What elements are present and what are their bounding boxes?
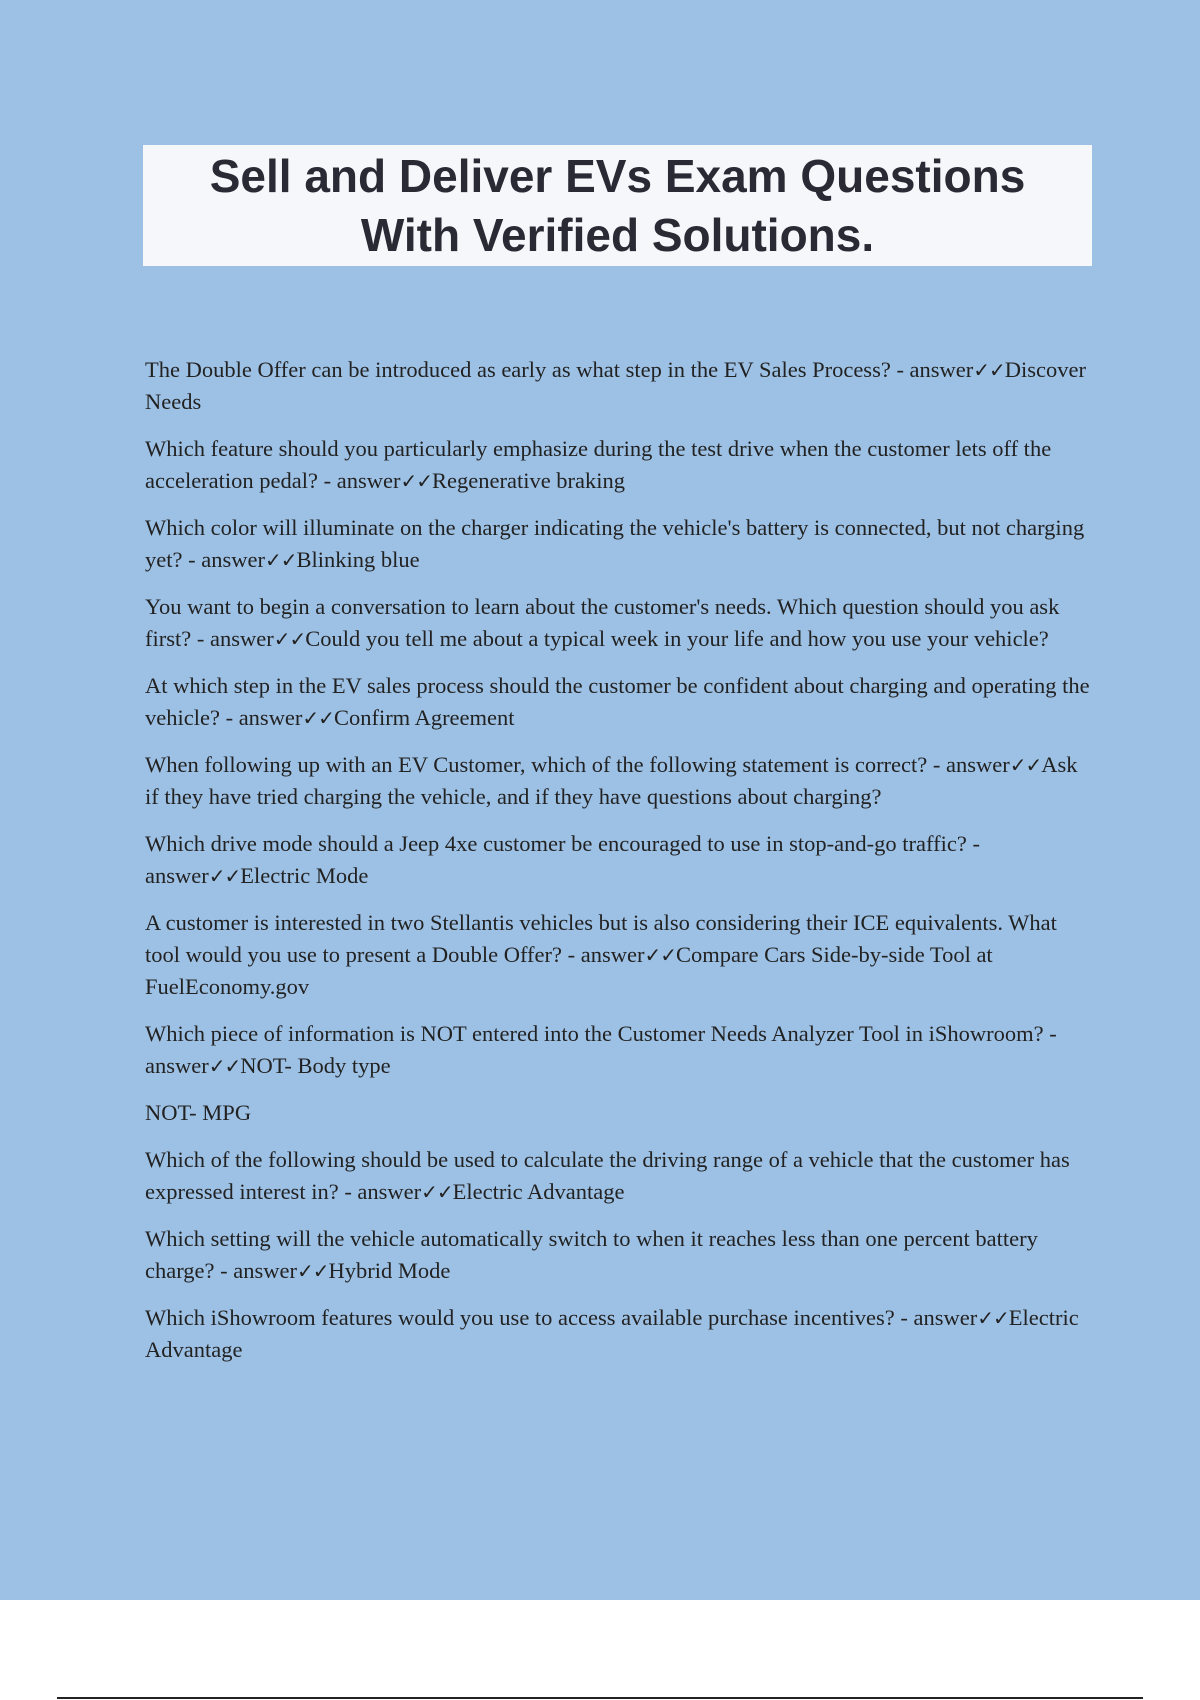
answer-prefix: - answer — [927, 752, 1010, 777]
double-check-icon: ✓✓ — [977, 1306, 1009, 1330]
qa-item — [145, 354, 1095, 418]
question-text: You want to begin a conversation to learn about the customer's needs. Which question should you ask first? — [145, 594, 1060, 651]
qa-item — [145, 1144, 1095, 1208]
double-check-icon: ✓✓ — [208, 864, 241, 888]
title-line-2: With Verified Solutions. — [360, 208, 875, 261]
answer-text: Could you tell me about a typical week in your life and how you use your vehicle? — [305, 626, 1049, 651]
question-text: Which iShowroom features would you use to access available purchase incentives? — [145, 1305, 895, 1330]
qa-item — [145, 433, 1095, 497]
double-check-icon: ✓✓ — [302, 706, 334, 730]
question-text: Which piece of information is NOT entered into the Customer Needs Analyzer Tool in iShowroom? — [145, 1021, 1044, 1046]
answer-text: Electric Advantage — [145, 1305, 1079, 1362]
double-check-icon: ✓✓ — [273, 627, 306, 651]
answer-text: Compare Cars Side-by-side Tool at FuelEconomy.gov — [145, 942, 993, 999]
answer-prefix: - answer — [894, 1305, 978, 1330]
answer-prefix: - answer — [182, 547, 265, 572]
question-text: Which color will illuminate on the charger indicating the vehicle's battery is connected, but not charging yet? — [145, 515, 1085, 572]
qa-item — [145, 749, 1095, 813]
answer-text: Hybrid Mode — [328, 1258, 451, 1283]
double-check-icon: ✓✓ — [421, 1180, 453, 1204]
qa-item — [145, 670, 1095, 734]
answer-text: NOT- Body type — [240, 1053, 391, 1078]
double-check-icon: ✓✓ — [1009, 753, 1042, 777]
document-title — [210, 147, 1026, 265]
answer-prefix: - answer — [338, 1179, 422, 1204]
answer-text: Regenerative braking — [432, 468, 626, 493]
question-text: A customer is interested in two Stellantis vehicles but is also considering their ICE equivalents. What tool would you use to present a Double Offer? — [145, 910, 1057, 967]
answer-prefix: - answer — [214, 1258, 298, 1283]
double-check-icon: ✓✓ — [297, 1259, 329, 1283]
qa-item — [145, 907, 1095, 1003]
double-check-icon: ✓✓ — [264, 548, 297, 572]
double-check-icon: ✓✓ — [644, 943, 676, 967]
title-line-1: Sell and Deliver EVs Exam Questions — [209, 149, 1026, 202]
answer-prefix: - answer — [890, 357, 974, 382]
answer-prefix: - answer — [318, 468, 401, 493]
answer-prefix: - answer — [191, 626, 274, 651]
answer-text: Electric Advantage — [452, 1179, 625, 1204]
double-check-icon: ✓✓ — [208, 1054, 241, 1078]
standalone-answer-text: NOT- MPG — [145, 1100, 252, 1125]
qa-item — [145, 591, 1095, 655]
answer-text: Confirm Agreement — [333, 705, 515, 730]
qa-continuation — [145, 1097, 1095, 1129]
qa-item — [145, 828, 1095, 892]
footer-divider — [57, 1697, 1143, 1699]
double-check-icon: ✓✓ — [400, 469, 432, 493]
answer-prefix: - answer — [145, 1021, 1057, 1078]
question-text: The Double Offer can be introduced as early as what step in the EV Sales Process? — [145, 357, 891, 382]
question-text: Which of the following should be used to calculate the driving range of a vehicle that the customer has expressed interest in? — [145, 1147, 1070, 1204]
question-text: Which feature should you particularly emphasize during the test drive when the customer lets off the acceleration pedal? — [145, 436, 1052, 493]
qa-item — [145, 512, 1095, 576]
question-text: When following up with an EV Customer, which of the following statement is correct? — [145, 752, 928, 777]
qa-item — [145, 1223, 1095, 1287]
double-check-icon: ✓✓ — [973, 358, 1005, 382]
question-text: At which step in the EV sales process should the customer be confident about charging and operating the vehicle? — [145, 673, 1090, 730]
answer-text: Discover Needs — [145, 357, 1087, 414]
qa-item — [145, 1018, 1095, 1082]
answer-text: Electric Mode — [240, 863, 369, 888]
question-text: Which setting will the vehicle automatically switch to when it reaches less than one percent battery charge? — [145, 1226, 1038, 1283]
answer-text: Blinking blue — [296, 547, 420, 572]
answer-prefix: - answer — [562, 942, 645, 967]
question-text: Which drive mode should a Jeep 4xe customer be encouraged to use in stop-and-go traffic? — [145, 831, 967, 856]
answer-text: Ask if they have tried charging the vehicle, and if they have questions about charging? — [145, 752, 1078, 809]
title-banner — [143, 145, 1092, 266]
qa-item — [145, 1302, 1095, 1366]
qa-list — [145, 354, 1095, 1381]
answer-prefix: - answer — [145, 831, 980, 888]
answer-prefix: - answer — [219, 705, 303, 730]
